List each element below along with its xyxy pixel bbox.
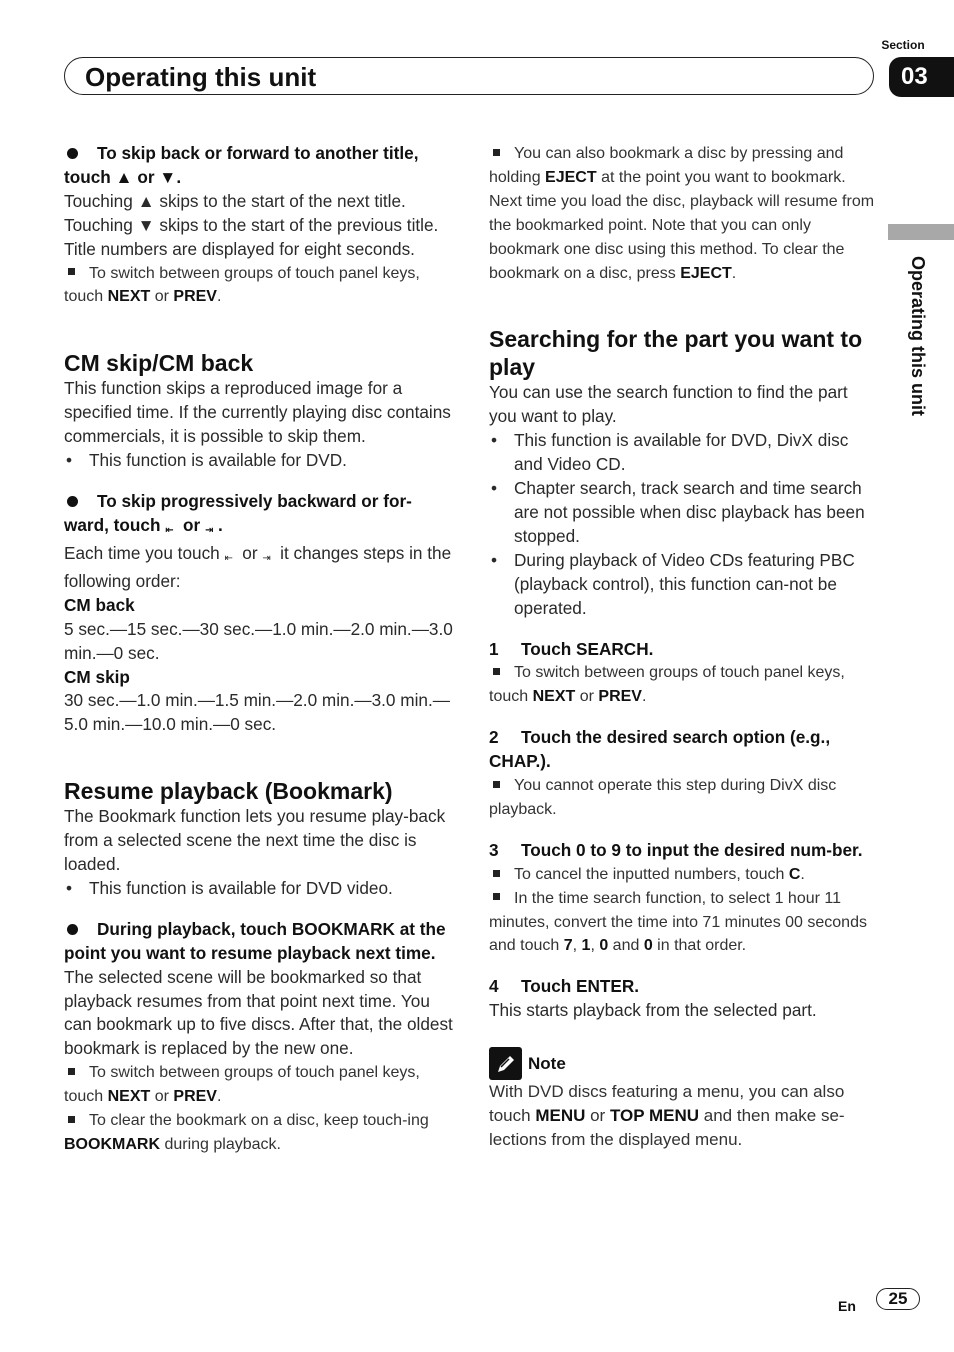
cm-back-steps: 5 sec.—15 sec.—30 sec.—1.0 min.—2.0 min.—3.0 min.—0 sec. <box>64 618 453 663</box>
note-label: Note <box>528 1053 566 1073</box>
section-label: Section <box>881 38 925 52</box>
header-bar <box>64 57 874 95</box>
skip-title-heading: To skip back or forward to another title, touch ▲ or ▼. <box>64 143 419 187</box>
resume-playback-heading: Resume playback (Bookmark) <box>64 778 393 805</box>
square-bullet-icon <box>68 268 75 275</box>
search-bullet: • This function is available for DVD, DivX disc and Video CD. <box>489 429 879 477</box>
square-bullet-icon <box>68 1116 75 1123</box>
section-number-badge: 03 <box>889 57 954 97</box>
page-title: Operating this unit <box>85 62 317 92</box>
cm-back-label: CM back <box>64 594 135 615</box>
eject-note: You can also bookmark a disc by pressing and holding EJECT at the point you want to bookmark. Next time you load the disc, playback will resume from the bookmarked point. Note that you can only bookmark one disc using this method. To clear the bookmark on a disc, press EJECT. <box>489 145 875 282</box>
step-3: 3 Touch 0 to 9 to input the desired num-ber. <box>489 839 863 860</box>
cm-skip-icon: ⇥ <box>204 524 214 536</box>
square-bullet-icon <box>493 893 500 900</box>
side-title: Operating this unit <box>908 256 928 416</box>
language-code: En <box>838 1298 856 1314</box>
right-column <box>489 142 879 1152</box>
note-pencil-icon <box>489 1047 522 1080</box>
step-2: 2 Touch the desired search option (e.g., CHAP.). <box>489 727 831 772</box>
cm-skip-heading: CM skip/CM back <box>64 350 254 377</box>
skip-line: Title numbers are displayed for eight seconds. <box>64 238 415 259</box>
side-tab <box>888 224 954 240</box>
switch-groups-note: To switch between groups of touch panel keys, touch NEXT or PREV. <box>64 1064 420 1106</box>
clear-bookmark-note: To clear the bookmark on a disc, keep touch-ing BOOKMARK during playback. <box>64 1112 429 1153</box>
cm-skip-label: CM skip <box>64 666 130 687</box>
bullet-dot-icon <box>67 496 78 507</box>
progressive-skip-heading: To skip progressively backward or for-ward, touch ⇤ or ⇥ . <box>64 490 454 542</box>
cm-bullet: • This function is available for DVD. <box>64 449 454 473</box>
cancel-note: To cancel the inputted numbers, touch C. <box>489 863 879 887</box>
note-header <box>489 1047 879 1080</box>
each-time-text: Each time you touch ⇤ or ⇥ it changes steps in the following order: <box>64 542 452 591</box>
divx-note: You cannot operate this step during DivX disc playback. <box>489 777 837 818</box>
step-4-body: This starts playback from the selected part. <box>489 1000 817 1021</box>
skip-line: Touching ▲ skips to the start of the next title. <box>64 190 406 211</box>
step-1: 1 Touch SEARCH. <box>489 638 654 659</box>
search-bullet: • Chapter search, track search and time search are not possible when disc playback has been stopped. <box>489 477 879 549</box>
left-column <box>64 142 454 1157</box>
resume-bullet: • This function is available for DVD video. <box>64 877 454 901</box>
note-body: With DVD discs featuring a menu, you can also touch MENU or TOP MENU and then make se-lections from the displayed menu. <box>489 1082 845 1149</box>
square-bullet-icon <box>493 668 500 675</box>
search-bullet: • During playback of Video CDs featuring PBC (playback control), this function can-not be operated. <box>489 549 879 621</box>
cm-back-icon: ⇤ <box>224 552 233 564</box>
step-4: 4 Touch ENTER. <box>489 976 640 997</box>
time-search-note: In the time search function, to select 1 hour 11 minutes, convert the time into 71 minutes 00 seconds and touch 7, 1, 0 and 0 in that order. <box>489 889 867 955</box>
switch-groups-note: To switch between groups of touch panel keys, touch NEXT or PREV. <box>489 664 845 706</box>
cm-skip-icon: ⇥ <box>262 552 271 564</box>
cm-body: This function skips a reproduced image for a specified time. If the currently playing disc contains commercials, it is possible to skip them. <box>64 378 451 447</box>
during-playback-heading: During playback, touch BOOKMARK at the point you want to resume playback next time. <box>64 918 446 963</box>
cm-skip-steps: 30 sec.—1.0 min.—1.5 min.—2.0 min.—3.0 min.—5.0 min.—10.0 min.—0 sec. <box>64 690 450 735</box>
square-bullet-icon <box>493 870 500 877</box>
during-body: The selected scene will be bookmarked so that playback resumes from that point next time. You can bookmark up to five discs. After that, the oldest bookmark is replaced by the new one. <box>64 966 453 1059</box>
bullet-dot-icon <box>67 148 78 159</box>
search-heading: Searching for the part you want to play <box>489 326 863 381</box>
square-bullet-icon <box>68 1068 75 1075</box>
search-body: You can use the search function to find the part you want to play. <box>489 382 848 427</box>
square-bullet-icon <box>493 149 500 156</box>
bullet-dot-icon <box>67 924 78 935</box>
page-number: 25 <box>876 1288 920 1310</box>
cm-back-icon: ⇤ <box>165 524 174 536</box>
switch-groups-note: To switch between groups of touch panel keys, touch NEXT or PREV. <box>64 264 420 306</box>
square-bullet-icon <box>493 781 500 788</box>
resume-body: The Bookmark function lets you resume play-back from a selected scene the next time the disc is loaded. <box>64 806 446 875</box>
skip-line: Touching ▼ skips to the start of the previous title. <box>64 214 439 235</box>
